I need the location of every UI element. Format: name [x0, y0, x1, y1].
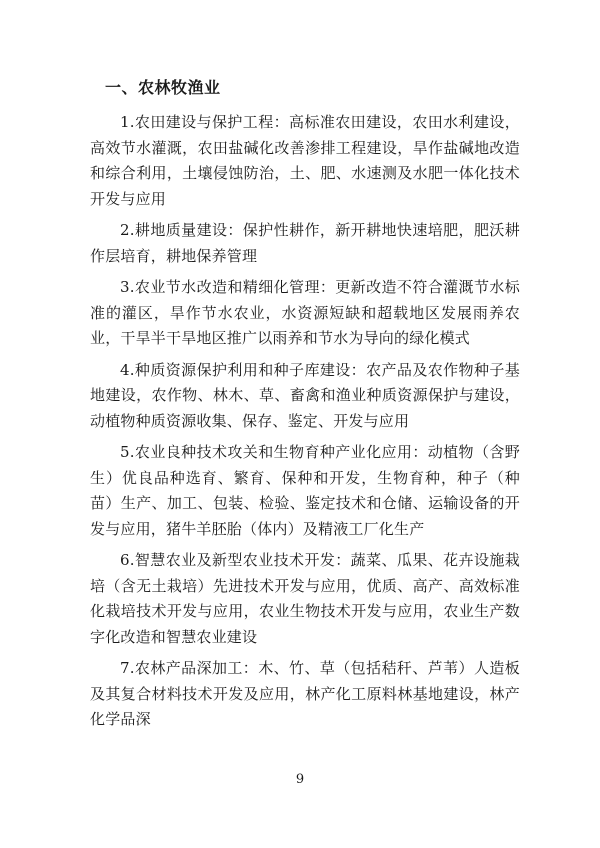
paragraph-5: 5.农业良种技术攻关和生物育种产业化应用：动植物（含野生）优良品种选育、繁育、保种和开发，生物育种，种子（种苗）生产、加工、包装、检验、鉴定技术和仓储、运输设备的开发与应用，猪牛羊胚胎（体内）及精液工厂化生产: [90, 443, 520, 538]
section-heading: 一、农林牧渔业: [105, 78, 221, 97]
paragraph-7: 7.农林产品深加工：木、竹、草（包括秸秆、芦苇）人造板及其复合材料技术开发及应用，林产化工原料林基地建设，林产化学品深: [90, 659, 520, 728]
page-number: 9: [295, 772, 305, 787]
paragraph-2: 2.耕地质量建设：保护性耕作，新开耕地快速培肥，肥沃耕作层培育，耕地保养管理: [90, 221, 520, 265]
paragraph-6: 6.智慧农业及新型农业技术开发：蔬菜、瓜果、花卉设施栽培（含无土栽培）先进技术开发与应用，优质、高产、高效标准化栽培技术开发与应用，农业生物技术开发与应用，农业生产数字化改造和智慧农业建设: [90, 551, 520, 646]
paragraph-1: 1.农田建设与保护工程：高标准农田建设，农田水利建设，高效节水灌溉，农田盐碱化改善渗排工程建设，旱作盐碱地改造和综合利用，土壤侵蚀防治，土、肥、水速测及水肥一体化技术开发与应用: [90, 113, 520, 208]
paragraph-4: 4.种质资源保护利用和种子库建设：农产品及农作物种子基地建设，农作物、林木、草、畜禽和渔业种质资源保护与建设，动植物种质资源收集、保存、鉴定、开发与应用: [90, 360, 520, 430]
paragraph-3: 3.农业节水改造和精细化管理：更新改造不符合灌溉节水标准的灌区，旱作节水农业，水资源短缺和超载地区发展雨养农业，干旱半干旱地区推广以雨养和节水为导向的绿化模式: [90, 278, 520, 347]
section-body: [90, 110, 520, 739]
